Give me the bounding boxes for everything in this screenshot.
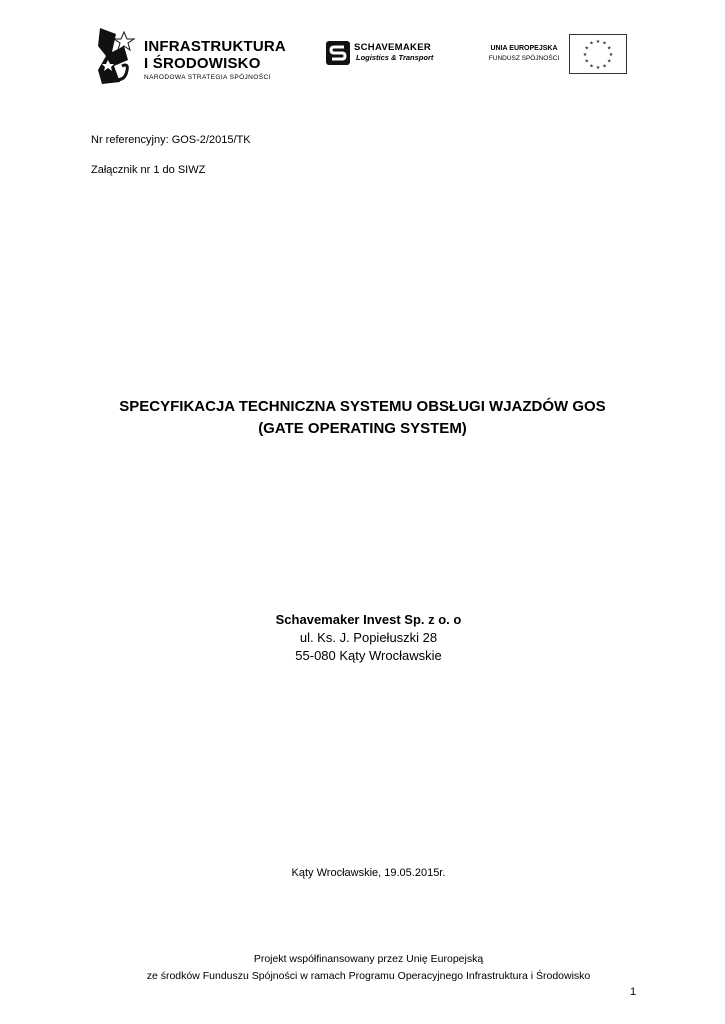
eu-logo-line1: UNIA EUROPEJSKA xyxy=(490,45,558,52)
eu-star-icon: ★ xyxy=(602,63,607,70)
eu-star-icon: ★ xyxy=(589,63,594,70)
eu-star-icon: ★ xyxy=(608,52,614,58)
schavemaker-name: SCHAVEMAKER xyxy=(354,42,432,53)
page-number: 1 xyxy=(630,986,637,998)
infrastruktura-logo xyxy=(96,26,296,86)
annex-label: Załącznik nr 1 do SIWZ xyxy=(91,164,206,176)
company-city: 55-080 Kąty Wrocławskie xyxy=(295,648,442,663)
schavemaker-tagline: Logistics & Transport xyxy=(356,53,434,62)
infra-logo-line1: INFRASTRUKTURA xyxy=(144,38,286,55)
eu-star-icon: ★ xyxy=(584,45,589,52)
eu-star-icon: ★ xyxy=(595,39,601,45)
infrastruktura-emblem-icon xyxy=(96,26,142,86)
eu-logo xyxy=(483,34,629,76)
infra-logo-line3: NARODOWA STRATEGIA SPÓJNOŚCI xyxy=(144,74,271,81)
eu-stars-icon xyxy=(570,35,626,73)
infra-logo-line2: I ŚRODOWISKO xyxy=(144,55,261,72)
company-street: ul. Ks. J. Popiełuszki 28 xyxy=(299,630,438,645)
eu-star-icon: ★ xyxy=(584,58,589,65)
eu-star-icon: ★ xyxy=(607,58,612,65)
footer-line1: Projekt współfinansowany przez Unię Europejską xyxy=(253,953,484,965)
eu-flag xyxy=(569,34,627,74)
eu-logo-line2: FUNDUSZ SPÓJNOŚCI xyxy=(488,55,560,62)
schavemaker-s-icon xyxy=(326,41,350,65)
eu-star-icon: ★ xyxy=(582,52,588,58)
eu-star-icon: ★ xyxy=(607,45,612,52)
schavemaker-logo xyxy=(326,41,456,67)
place-date: Kąty Wrocławskie, 19.05.2015r. xyxy=(291,867,446,879)
footer-line2: ze środków Funduszu Spójności w ramach Programu Operacyjnego Infrastruktura i Środowisko xyxy=(146,970,591,982)
reference-number: Nr referencyjny: GOS-2/2015/TK xyxy=(91,134,251,146)
document-title-line1: SPECYFIKACJA TECHNICZNA SYSTEMU OBSŁUGI WJAZDÓW GOS xyxy=(119,398,606,415)
document-title-line2: (GATE OPERATING SYSTEM) xyxy=(258,420,467,437)
eu-star-icon: ★ xyxy=(595,65,601,71)
company-name: Schavemaker Invest Sp. z o. o xyxy=(275,612,462,627)
eu-star-icon: ★ xyxy=(589,40,594,47)
eu-star-icon: ★ xyxy=(602,40,607,47)
